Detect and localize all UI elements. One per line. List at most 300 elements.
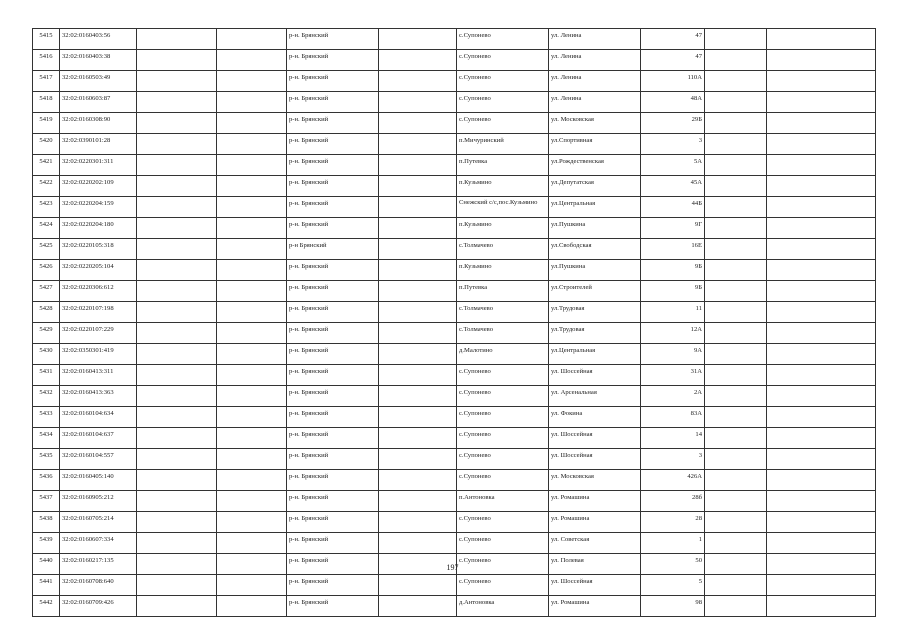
table-cell — [379, 386, 457, 407]
table-cell: 32:02:0160217:135 — [60, 554, 137, 575]
table-cell — [705, 365, 767, 386]
table-cell: 32:02:0160905:212 — [60, 491, 137, 512]
table-row — [33, 344, 876, 365]
table-cell: 32:02:0160403:38 — [60, 50, 137, 71]
table-cell — [379, 365, 457, 386]
table-cell — [217, 155, 287, 176]
table-cell: 14 — [641, 428, 705, 449]
table-cell — [217, 71, 287, 92]
table-row — [33, 491, 876, 512]
table-cell — [217, 260, 287, 281]
table-row — [33, 512, 876, 533]
table-cell — [705, 218, 767, 239]
table-cell: 9А — [641, 344, 705, 365]
table-cell: р-н. Брянский — [287, 29, 379, 50]
table-cell — [767, 365, 876, 386]
table-cell — [217, 386, 287, 407]
table-cell: 32:02:0220202:109 — [60, 176, 137, 197]
table-cell: р-н. Брянский — [287, 155, 379, 176]
table-cell — [217, 176, 287, 197]
table-cell: р-н. Брянский — [287, 323, 379, 344]
table-cell — [137, 113, 217, 134]
table-cell — [767, 512, 876, 533]
table-cell: ул. Шоссейная — [549, 365, 641, 386]
table-cell: 31А — [641, 365, 705, 386]
table-cell — [217, 281, 287, 302]
table-cell: 32:02:0160709:426 — [60, 596, 137, 617]
table-cell: 98 — [641, 596, 705, 617]
table-cell — [217, 197, 287, 218]
table-cell: 32:02:0160607:334 — [60, 533, 137, 554]
table-cell: п.Путевка — [457, 155, 549, 176]
table-row — [33, 155, 876, 176]
table-cell: 3 — [641, 449, 705, 470]
table-cell — [705, 92, 767, 113]
table-row — [33, 50, 876, 71]
table-cell — [767, 449, 876, 470]
table-cell — [217, 344, 287, 365]
table-cell: р-н. Брянский — [287, 428, 379, 449]
table-cell — [217, 302, 287, 323]
table-cell: 5440 — [33, 554, 60, 575]
table-cell — [379, 134, 457, 155]
table-cell — [767, 134, 876, 155]
table-cell — [379, 596, 457, 617]
table-cell: 3 — [641, 134, 705, 155]
table-cell — [217, 239, 287, 260]
table-cell: р-н. Брянский — [287, 71, 379, 92]
table-cell — [705, 29, 767, 50]
table-cell: п.Кузьмино — [457, 176, 549, 197]
table-cell — [137, 176, 217, 197]
table-cell: с.Супонево — [457, 92, 549, 113]
table-cell: ул. Советская — [549, 533, 641, 554]
table-cell: ул. Полевая — [549, 554, 641, 575]
table-cell: 32:02:0390101:28 — [60, 134, 137, 155]
table-row — [33, 281, 876, 302]
table-cell — [379, 575, 457, 596]
table-cell: 5416 — [33, 50, 60, 71]
table-cell — [767, 386, 876, 407]
table-cell — [217, 218, 287, 239]
table-cell — [705, 239, 767, 260]
table-cell — [137, 239, 217, 260]
table-cell — [379, 281, 457, 302]
table-row — [33, 365, 876, 386]
table-row — [33, 71, 876, 92]
table-cell: 32:02:0160104:637 — [60, 428, 137, 449]
table-cell: 5429 — [33, 323, 60, 344]
table-cell: р-н. Брянский — [287, 512, 379, 533]
table-cell: п.Мичуринский — [457, 134, 549, 155]
table-row — [33, 386, 876, 407]
table-cell — [705, 512, 767, 533]
table-cell — [705, 344, 767, 365]
table-cell — [217, 575, 287, 596]
table-cell — [137, 533, 217, 554]
table-cell — [767, 407, 876, 428]
table-cell: 5439 — [33, 533, 60, 554]
table-cell: 45А — [641, 176, 705, 197]
table-cell — [379, 260, 457, 281]
table-cell — [217, 50, 287, 71]
table-cell: ул. Ромашина — [549, 491, 641, 512]
table-cell: 32:02:0220204:180 — [60, 218, 137, 239]
table-cell: 32:02:0160413:363 — [60, 386, 137, 407]
table-cell: с.Супонево — [457, 29, 549, 50]
table-cell — [705, 113, 767, 134]
table-cell: р-н. Брянский — [287, 260, 379, 281]
table-cell: 16Е — [641, 239, 705, 260]
table-cell: 5415 — [33, 29, 60, 50]
table-cell — [217, 533, 287, 554]
table-cell: 5А — [641, 155, 705, 176]
table-cell — [767, 596, 876, 617]
table-cell — [217, 491, 287, 512]
table-cell — [379, 302, 457, 323]
table-cell: 5432 — [33, 386, 60, 407]
table-cell: ул.Трудовая — [549, 302, 641, 323]
table-cell: 47 — [641, 29, 705, 50]
table-cell — [705, 281, 767, 302]
table-cell: п.Антоновка — [457, 491, 549, 512]
table-cell — [217, 596, 287, 617]
table-cell — [379, 491, 457, 512]
table-cell: 9Б — [641, 281, 705, 302]
table-cell: 5422 — [33, 176, 60, 197]
table-cell — [767, 113, 876, 134]
table-cell: ул. Шоссейная — [549, 428, 641, 449]
table-cell — [137, 344, 217, 365]
table-cell: ул.Строителей — [549, 281, 641, 302]
table-cell: 32:02:0220107:229 — [60, 323, 137, 344]
table-cell — [705, 386, 767, 407]
table-cell: п.Кузьмино — [457, 218, 549, 239]
table-cell — [217, 470, 287, 491]
table-cell — [217, 323, 287, 344]
table-cell: 29Б — [641, 113, 705, 134]
table-cell — [217, 407, 287, 428]
table-cell: 32:02:0220204:159 — [60, 197, 137, 218]
table-cell — [379, 218, 457, 239]
table-cell: с.Супонево — [457, 71, 549, 92]
table-cell — [767, 197, 876, 218]
table-cell: п.Кузьмино — [457, 260, 549, 281]
table-cell — [767, 260, 876, 281]
table-cell: ул. Ленина — [549, 92, 641, 113]
table-cell: ул. Ромашина — [549, 596, 641, 617]
table-cell: р-н. Брянский — [287, 470, 379, 491]
table-cell — [767, 155, 876, 176]
table-cell — [767, 239, 876, 260]
table-cell — [137, 407, 217, 428]
table-cell — [137, 71, 217, 92]
table-cell — [379, 323, 457, 344]
table-cell — [137, 155, 217, 176]
table-cell — [705, 407, 767, 428]
table-row — [33, 260, 876, 281]
table-cell: ул. Ленина — [549, 71, 641, 92]
table-row — [33, 449, 876, 470]
table-cell: 5442 — [33, 596, 60, 617]
table-cell: 5430 — [33, 344, 60, 365]
table-cell: 28 — [641, 512, 705, 533]
table-cell: 5437 — [33, 491, 60, 512]
table-cell: 2А — [641, 386, 705, 407]
table-cell: 5427 — [33, 281, 60, 302]
table-cell: 5428 — [33, 302, 60, 323]
table-row — [33, 407, 876, 428]
table-cell: 50 — [641, 554, 705, 575]
table-cell — [767, 470, 876, 491]
table-cell: 32:02:0220107:198 — [60, 302, 137, 323]
table-cell: 5424 — [33, 218, 60, 239]
table-cell: р-н. Брянский — [287, 449, 379, 470]
table-cell — [705, 323, 767, 344]
table-cell: 5 — [641, 575, 705, 596]
table-cell: ул. Шоссейная — [549, 575, 641, 596]
table-cell — [137, 575, 217, 596]
table-cell — [705, 302, 767, 323]
table-cell: Снежский с/с,пос.Кузьмино — [457, 197, 549, 218]
table-cell: 5431 — [33, 365, 60, 386]
table-cell — [705, 533, 767, 554]
table-cell: р-н. Брянский — [287, 218, 379, 239]
table-cell: с.Толмачево — [457, 323, 549, 344]
table-cell: ул.Пушкина — [549, 218, 641, 239]
table-cell: р-н. Брянский — [287, 554, 379, 575]
table-cell: 426А — [641, 470, 705, 491]
table-cell: ул. Московская — [549, 113, 641, 134]
table-cell — [767, 533, 876, 554]
table-cell: с.Толмачево — [457, 239, 549, 260]
table-cell: ул. Ромашина — [549, 512, 641, 533]
table-cell: 5417 — [33, 71, 60, 92]
table-cell — [379, 113, 457, 134]
table-cell: р-н. Брянский — [287, 365, 379, 386]
table-cell: ул. Фокина — [549, 407, 641, 428]
table-cell: с.Супонево — [457, 533, 549, 554]
table-row — [33, 239, 876, 260]
table-cell — [379, 155, 457, 176]
table-cell: р-н. Брянский — [287, 113, 379, 134]
table-cell: 32:02:0220205:104 — [60, 260, 137, 281]
table-cell — [137, 491, 217, 512]
table-cell: р-н. Брянский — [287, 302, 379, 323]
table-row — [33, 596, 876, 617]
table-cell: ул.Пушкина — [549, 260, 641, 281]
table-cell: 83А — [641, 407, 705, 428]
table-cell — [705, 428, 767, 449]
table-cell — [379, 533, 457, 554]
table-cell — [705, 134, 767, 155]
table-cell: р-н. Брянский — [287, 575, 379, 596]
table-cell — [137, 428, 217, 449]
table-cell — [137, 218, 217, 239]
table-cell: ул.Центральная — [549, 344, 641, 365]
table-row — [33, 302, 876, 323]
table-cell: с.Супонево — [457, 470, 549, 491]
table-cell: р-н. Брянский — [287, 134, 379, 155]
table-cell — [379, 176, 457, 197]
table-cell: 12А — [641, 323, 705, 344]
table-cell: 28б — [641, 491, 705, 512]
table-cell: 32:02:0160403:56 — [60, 29, 137, 50]
table-cell: с.Супонево — [457, 449, 549, 470]
table-cell — [379, 71, 457, 92]
table-cell: д.Антоновка — [457, 596, 549, 617]
table-cell: 11 — [641, 302, 705, 323]
table-cell — [379, 470, 457, 491]
table-cell — [379, 428, 457, 449]
table-cell: 5438 — [33, 512, 60, 533]
table-row — [33, 218, 876, 239]
table-cell — [767, 302, 876, 323]
table-cell — [379, 239, 457, 260]
table-cell — [379, 29, 457, 50]
table-cell: р-н. Брянский — [287, 176, 379, 197]
table-cell: ул.Спортивная — [549, 134, 641, 155]
table-cell — [137, 512, 217, 533]
table-cell: 5433 — [33, 407, 60, 428]
table-cell: 32:02:0160104:557 — [60, 449, 137, 470]
table-cell: с.Супонево — [457, 407, 549, 428]
table-cell — [379, 407, 457, 428]
table-cell — [217, 29, 287, 50]
table-cell: 5425 — [33, 239, 60, 260]
table-cell — [137, 197, 217, 218]
table-cell — [137, 92, 217, 113]
table-cell: ул.Рождественская — [549, 155, 641, 176]
table-cell: р-н. Брянский — [287, 533, 379, 554]
table-cell — [767, 281, 876, 302]
table-cell: ул.Свободская — [549, 239, 641, 260]
table-cell — [137, 281, 217, 302]
table-cell — [705, 575, 767, 596]
table-cell: 32:02:0220306:612 — [60, 281, 137, 302]
table-row — [33, 470, 876, 491]
table-cell — [379, 197, 457, 218]
table-cell — [379, 50, 457, 71]
table-row — [33, 176, 876, 197]
table-cell — [767, 92, 876, 113]
table-cell: с.Супонево — [457, 365, 549, 386]
table-cell: 5426 — [33, 260, 60, 281]
table-cell — [705, 176, 767, 197]
table-cell: 32:02:0160705:214 — [60, 512, 137, 533]
table-cell: с.Супонево — [457, 575, 549, 596]
table-row — [33, 92, 876, 113]
table-cell — [217, 512, 287, 533]
table-cell — [767, 323, 876, 344]
table-cell — [767, 344, 876, 365]
table-cell: д.Малотино — [457, 344, 549, 365]
table-cell: 32:02:0350301:419 — [60, 344, 137, 365]
table-cell: 5421 — [33, 155, 60, 176]
table-cell — [705, 449, 767, 470]
table-cell — [705, 50, 767, 71]
table-cell — [705, 197, 767, 218]
table-cell: 5419 — [33, 113, 60, 134]
table-cell: ул.Депутатская — [549, 176, 641, 197]
table-cell: с.Супонево — [457, 428, 549, 449]
table-cell: р-н. Брянский — [287, 491, 379, 512]
table-cell: р-н. Брянский — [287, 344, 379, 365]
table-cell: р-н. Брянский — [287, 281, 379, 302]
table-cell — [217, 428, 287, 449]
table-cell: 32:02:0160308:90 — [60, 113, 137, 134]
table-cell: 32:02:0160708:640 — [60, 575, 137, 596]
table-cell — [137, 50, 217, 71]
table-cell: 48А — [641, 92, 705, 113]
table-cell: 32:02:0160603:87 — [60, 92, 137, 113]
table-row — [33, 113, 876, 134]
table-cell: р-н. Брянский — [287, 386, 379, 407]
register-table — [32, 28, 876, 617]
table-cell: р-н. Брянский — [287, 407, 379, 428]
table-cell — [705, 470, 767, 491]
table-cell: ул. Московская — [549, 470, 641, 491]
table-cell: 110А — [641, 71, 705, 92]
table-cell: 32:02:0160405:140 — [60, 470, 137, 491]
table-cell — [767, 218, 876, 239]
table-cell — [137, 302, 217, 323]
table-row — [33, 134, 876, 155]
table-cell: ул. Ленина — [549, 50, 641, 71]
table-cell — [767, 29, 876, 50]
table-cell: 47 — [641, 50, 705, 71]
table-cell: 32:02:0220105:318 — [60, 239, 137, 260]
table-cell — [217, 113, 287, 134]
table-cell: с.Толмачево — [457, 302, 549, 323]
table-cell — [705, 71, 767, 92]
table-cell — [379, 449, 457, 470]
table-cell: ул. Арсенальная — [549, 386, 641, 407]
table-row — [33, 428, 876, 449]
table-cell: ул.Центральная — [549, 197, 641, 218]
table-cell: с.Супонево — [457, 512, 549, 533]
table-cell: с.Супонево — [457, 386, 549, 407]
table-cell — [767, 428, 876, 449]
table-cell: 5436 — [33, 470, 60, 491]
table-cell: с.Супонево — [457, 50, 549, 71]
table-cell: 44Б — [641, 197, 705, 218]
table-cell: 32:02:0220301:311 — [60, 155, 137, 176]
table-cell: 32:02:0160104:634 — [60, 407, 137, 428]
table-row — [33, 29, 876, 50]
table-cell — [705, 155, 767, 176]
table-cell — [379, 344, 457, 365]
table-cell: 5420 — [33, 134, 60, 155]
table-cell: р-н. Брянский — [287, 50, 379, 71]
table-cell — [217, 92, 287, 113]
table-cell — [137, 386, 217, 407]
table-cell: 9Б — [641, 260, 705, 281]
table-cell: 5435 — [33, 449, 60, 470]
table-cell — [379, 512, 457, 533]
table-cell — [137, 449, 217, 470]
table-cell — [705, 491, 767, 512]
table-cell — [137, 323, 217, 344]
table-row — [33, 575, 876, 596]
table-cell — [137, 29, 217, 50]
table-cell: 32:02:0160413:311 — [60, 365, 137, 386]
table-cell — [217, 134, 287, 155]
table-cell — [137, 365, 217, 386]
table-cell — [705, 260, 767, 281]
table-cell — [217, 365, 287, 386]
table-row — [33, 533, 876, 554]
